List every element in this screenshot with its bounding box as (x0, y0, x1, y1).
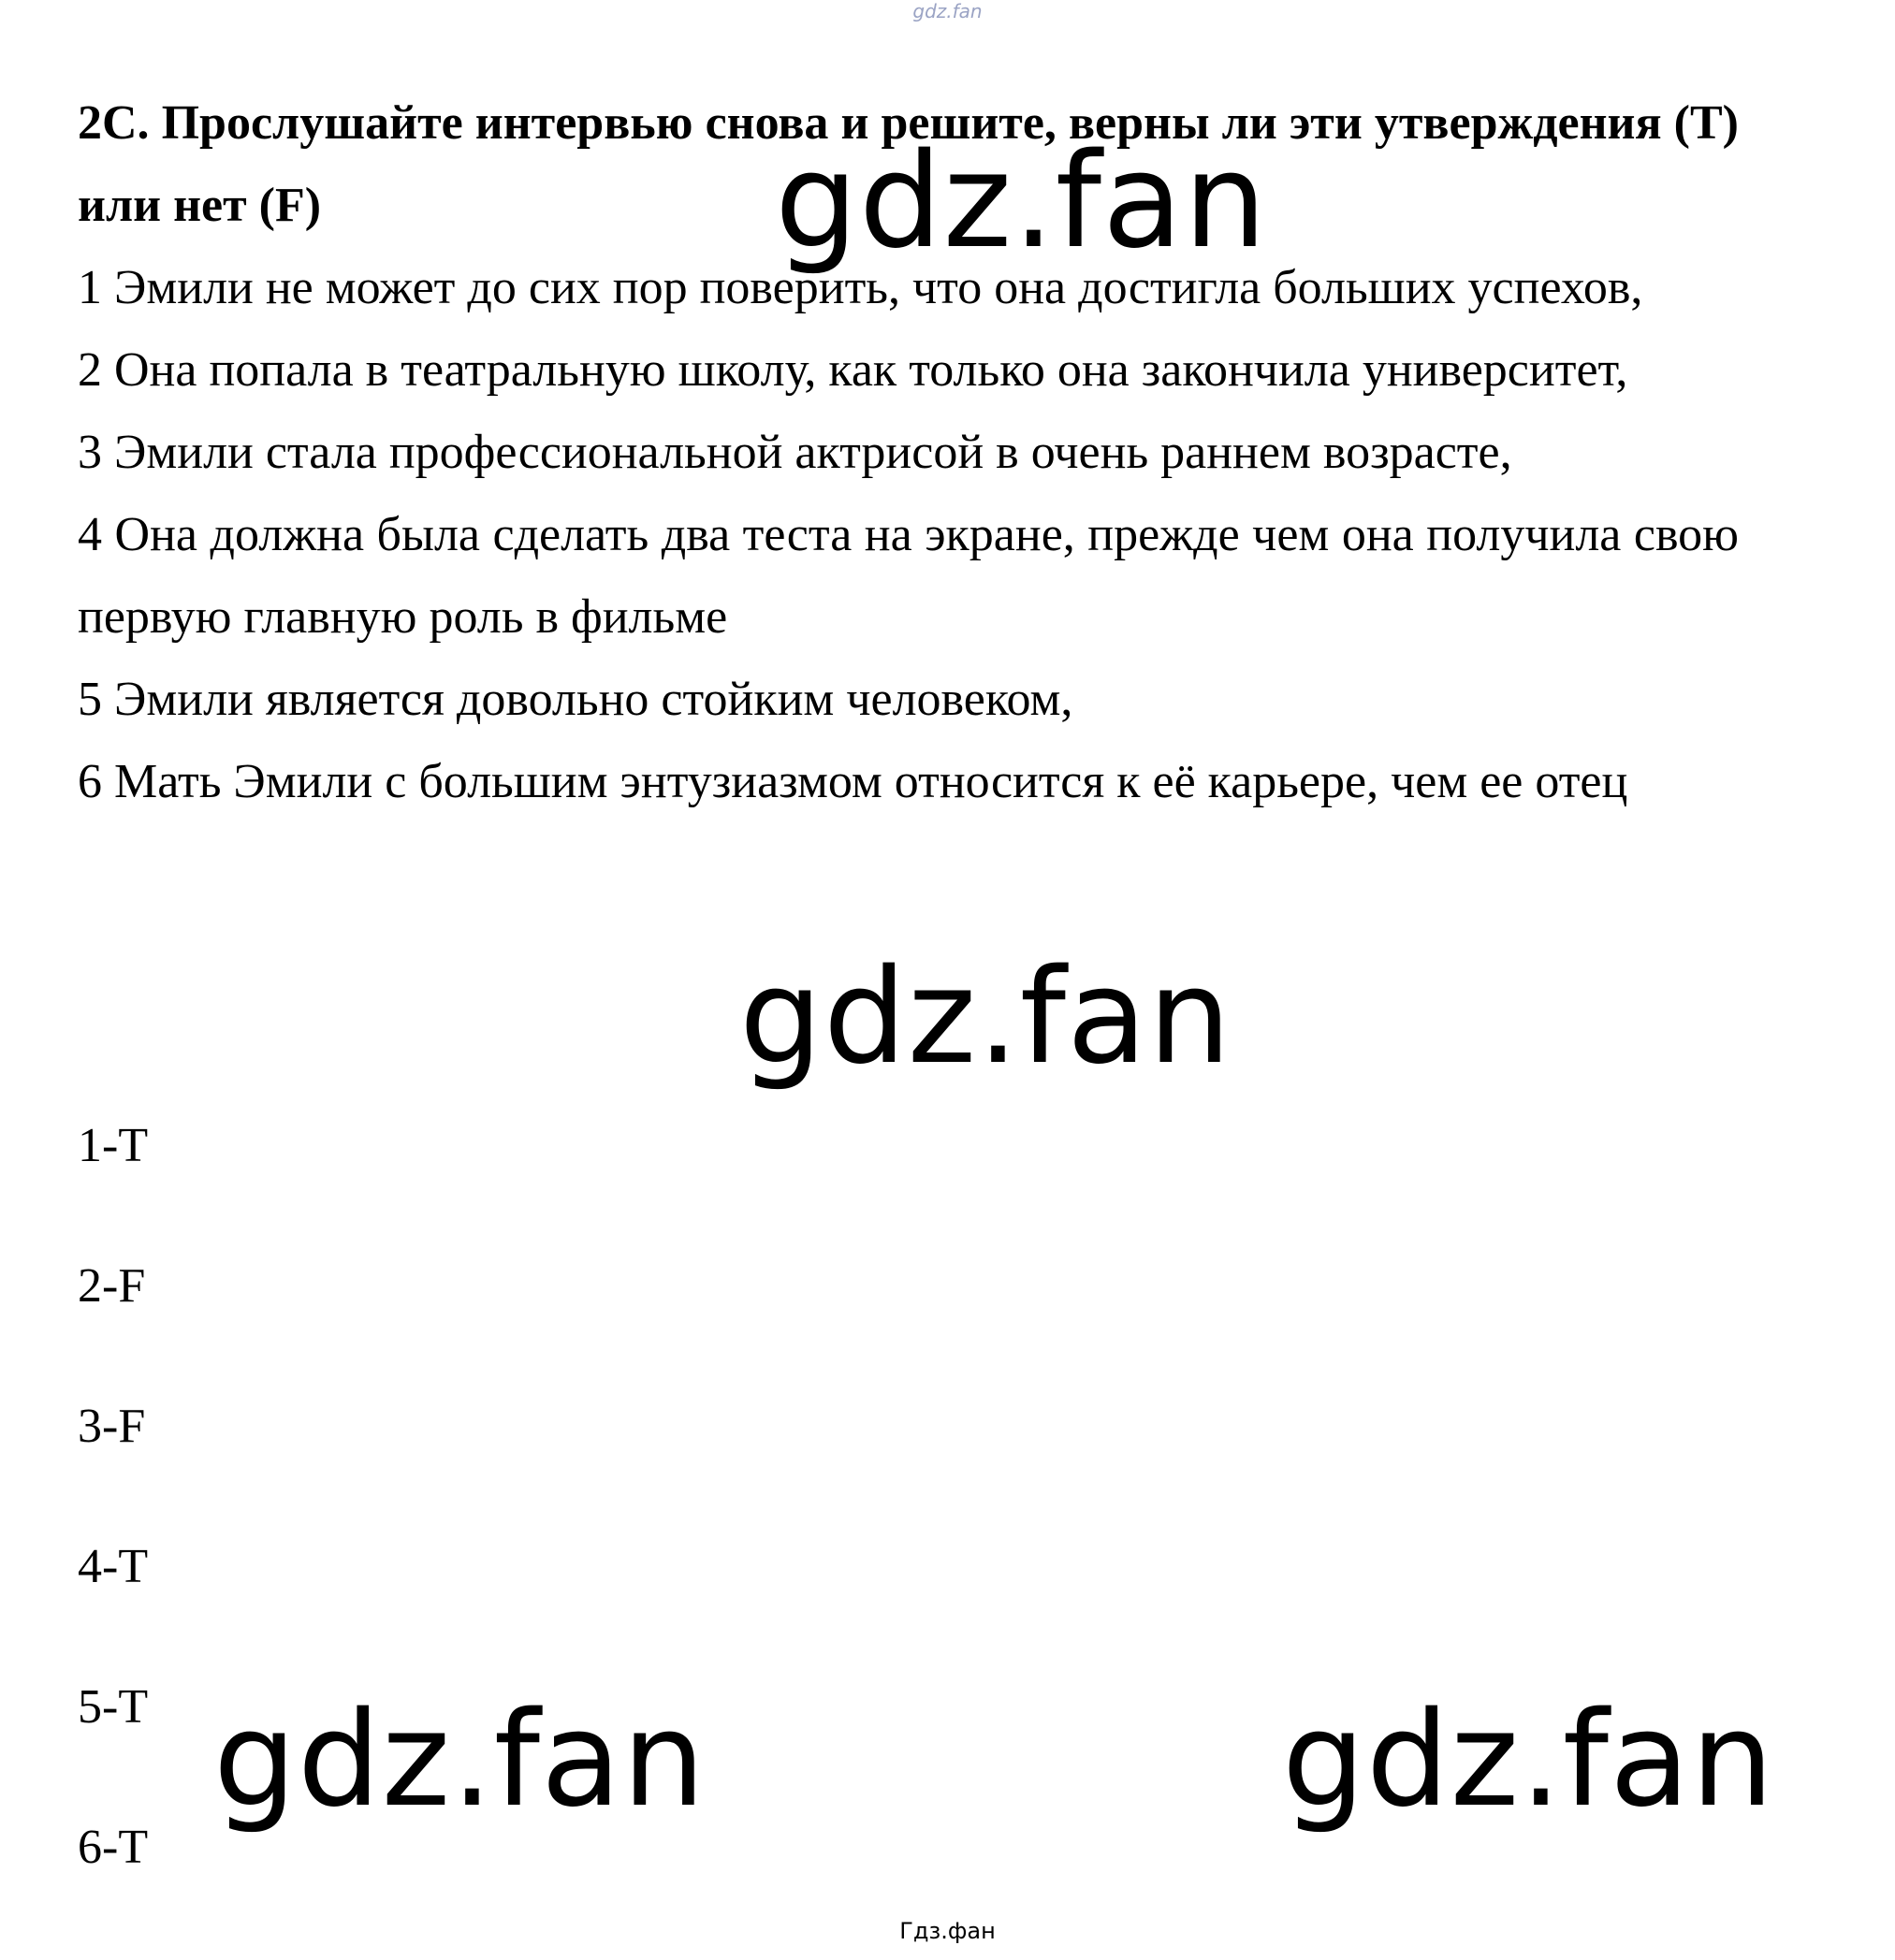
watermark-3: gdz.fan (213, 1684, 707, 1837)
statement-3: 3 Эмили стала профессиональной актрисой в очень раннем возрасте, (78, 426, 1512, 479)
watermark-2: gdz.fan (739, 941, 1232, 1094)
answer-4: 4-T (78, 1540, 149, 1593)
answer-2: 2-F (78, 1259, 146, 1313)
watermark-1: gdz.fan (775, 125, 1268, 278)
task-title: 2C. Прослушайте интервью снова и решите, верны ли эти утверждения (T) или нет (F) (78, 96, 1739, 232)
answer-3: 3-F (78, 1400, 146, 1453)
statement-5: 5 Эмили является довольно стойким человеком, (78, 673, 1073, 726)
answer-5: 5-T (78, 1680, 149, 1734)
statement-6: 6 Мать Эмили с большим энтузиазмом относится к её карьере, чем ее отец (78, 755, 1628, 808)
statement-1: 1 Эмили не может до сих пор поверить, что она достигла больших успехов, (78, 261, 1643, 314)
footer-label: Гдз.фан (899, 1918, 996, 1944)
answer-6: 6-T (78, 1821, 149, 1874)
source-watermark-top: gdz.fan (912, 0, 983, 22)
answer-1: 1-T (78, 1119, 149, 1172)
watermark-4: gdz.fan (1282, 1684, 1775, 1837)
statement-2: 2 Она попала в театральную школу, как только она закончила университет, (78, 343, 1628, 397)
statement-4: 4 Она должна была сделать два теста на экране, прежде чем она получила свою первую главную роль в фильме (78, 508, 1739, 644)
